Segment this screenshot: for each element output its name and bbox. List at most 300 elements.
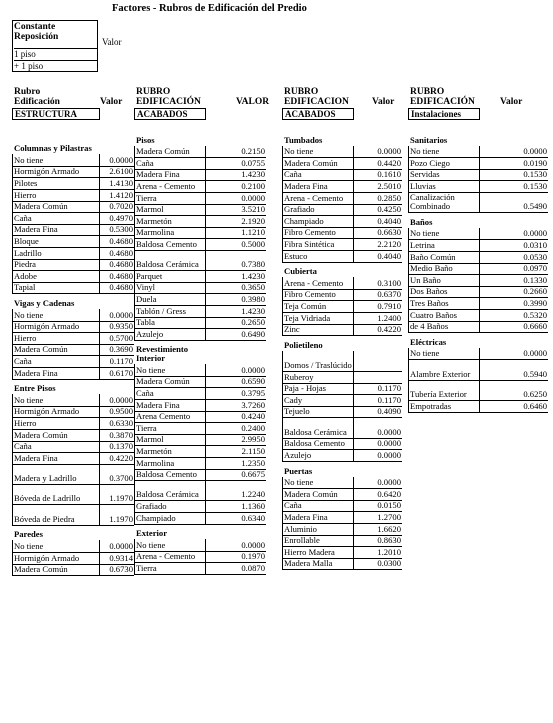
row-label: Dos Baños bbox=[410, 286, 448, 297]
table-row bbox=[134, 563, 266, 576]
row-value: 0.9350 bbox=[109, 321, 133, 332]
section-heading bbox=[282, 266, 402, 278]
row-label: Paja - Hojas bbox=[284, 383, 327, 394]
row-label: No tiene bbox=[284, 477, 314, 488]
row-label: Baldosa Cemento bbox=[284, 438, 345, 449]
row-label-cell bbox=[282, 215, 354, 227]
row-label: Hierro bbox=[14, 189, 37, 200]
row-value: 0.6330 bbox=[109, 418, 133, 429]
row-label: No tiene bbox=[14, 309, 44, 320]
row-label-cell bbox=[282, 324, 354, 336]
row-value: 0.3100 bbox=[377, 277, 401, 288]
section-heading bbox=[282, 339, 402, 351]
row-label-cell bbox=[408, 400, 480, 412]
row-label-cell bbox=[12, 564, 100, 576]
row-label-cell bbox=[408, 157, 480, 169]
row-label: Pilotes bbox=[14, 178, 38, 189]
row-label: Champiado bbox=[284, 215, 324, 226]
row-value: 0.0870 bbox=[241, 563, 265, 574]
header-valor-4: Valor bbox=[500, 97, 523, 107]
row-value: 0.1370 bbox=[109, 441, 133, 452]
row-value: 0.3980 bbox=[241, 294, 265, 305]
row-label: No tiene bbox=[410, 146, 440, 157]
row-label: Letrina bbox=[410, 240, 435, 251]
row-label-cell bbox=[282, 477, 354, 489]
row-label: No tiene bbox=[14, 394, 44, 405]
row-label-cell bbox=[282, 488, 354, 500]
section-heading bbox=[12, 529, 134, 541]
section-heading-label: Exterior bbox=[136, 528, 168, 539]
row-label-cell bbox=[408, 309, 480, 321]
row-label-cell bbox=[134, 180, 206, 192]
row-label: Hormigón Armado bbox=[14, 552, 80, 563]
row-value: 1.2350 bbox=[241, 457, 265, 468]
row-label-cell bbox=[134, 422, 206, 434]
row-label-cell bbox=[12, 247, 100, 259]
row-label-cell bbox=[134, 445, 206, 457]
row-label: Arena - Cemento bbox=[284, 277, 344, 288]
section-heading bbox=[134, 344, 266, 364]
row-label: Estuco bbox=[284, 250, 308, 261]
row-label-cell bbox=[134, 480, 206, 500]
header-rubro-1: Rubro Edificación bbox=[14, 87, 60, 107]
table-row bbox=[134, 250, 266, 271]
section-heading bbox=[134, 134, 266, 146]
row-value: 0.2650 bbox=[241, 317, 265, 328]
row-value: 0.0755 bbox=[241, 157, 265, 168]
row-label: Arena - Cemento bbox=[136, 180, 196, 191]
row-value: 0.2100 bbox=[241, 180, 265, 191]
row-label: Alambre Exterior bbox=[410, 368, 471, 379]
row-label-cell bbox=[282, 438, 354, 450]
row-value: 1.4120 bbox=[109, 189, 133, 200]
table-row bbox=[408, 321, 548, 334]
row-label: Caña bbox=[284, 500, 302, 511]
table-row bbox=[408, 380, 548, 401]
row-value: 3.5210 bbox=[241, 204, 265, 215]
row-value: 0.6675 bbox=[241, 469, 265, 480]
row-label-cell bbox=[408, 169, 480, 181]
row-value: 1.4230 bbox=[241, 270, 265, 281]
row-label: Marmolina bbox=[136, 457, 175, 468]
row-label: Fibro Cemento bbox=[284, 227, 336, 238]
row-value: 0.5000 bbox=[241, 238, 265, 249]
row-value: 2.2120 bbox=[377, 238, 401, 249]
row-label: Servidas bbox=[410, 169, 440, 180]
row-value: 0.1330 bbox=[523, 274, 547, 285]
row-value: 0.0300 bbox=[377, 558, 401, 569]
row-label-cell bbox=[12, 552, 100, 564]
row-label-cell bbox=[12, 452, 100, 464]
section-heading bbox=[12, 298, 134, 310]
row-value: 0.0000 bbox=[241, 192, 265, 203]
row-value: 0.0000 bbox=[241, 364, 265, 375]
row-value: 0.6730 bbox=[109, 564, 133, 575]
row-label: Madera Fina bbox=[14, 224, 58, 235]
row-label-cell bbox=[12, 332, 100, 344]
row-value: 1.6620 bbox=[377, 523, 401, 534]
table-row bbox=[408, 360, 548, 381]
row-label: Lluvias bbox=[410, 180, 436, 191]
section-heading-label: Pisos bbox=[136, 134, 155, 145]
row-label-cell bbox=[282, 546, 354, 558]
row-label: Tubería Exterior bbox=[410, 389, 467, 400]
row-value: 0.6420 bbox=[377, 488, 401, 499]
table-row bbox=[12, 464, 134, 485]
row-label-cell bbox=[134, 294, 206, 306]
row-value: 2.9950 bbox=[241, 434, 265, 445]
row-value: 0.6660 bbox=[523, 321, 547, 332]
row-label: Hormigón Armado bbox=[14, 406, 80, 417]
row-label-cell bbox=[12, 154, 100, 166]
section-heading bbox=[12, 383, 134, 395]
row-label-cell bbox=[134, 563, 206, 575]
section-heading-label: Paredes bbox=[14, 529, 43, 540]
row-value: 0.5700 bbox=[109, 332, 133, 343]
table-row bbox=[12, 505, 134, 526]
row-label-cell bbox=[134, 364, 206, 376]
row-label-cell bbox=[12, 282, 100, 294]
constante-label: Constante Reposición bbox=[14, 22, 59, 42]
row-label: No tiene bbox=[14, 154, 44, 165]
row-label: Aluminio bbox=[284, 523, 317, 534]
row-value: 0.0970 bbox=[523, 263, 547, 274]
row-label-cell bbox=[282, 300, 354, 312]
row-label: Madera Común bbox=[136, 376, 190, 387]
row-value: 1.2010 bbox=[377, 546, 401, 557]
row-value: 2.6100 bbox=[109, 166, 133, 177]
row-value: 0.2660 bbox=[523, 286, 547, 297]
row-label-cell bbox=[282, 277, 354, 289]
row-label: Azulejo bbox=[284, 449, 312, 460]
row-value: 0.0310 bbox=[523, 240, 547, 251]
header-sub-3: ACABADOS bbox=[282, 108, 354, 120]
row-value: 0.0000 bbox=[377, 426, 401, 437]
row-label-cell bbox=[134, 501, 206, 513]
row-label: Canalización Combinado bbox=[410, 192, 455, 212]
row-label-cell bbox=[12, 406, 100, 418]
row-label-cell bbox=[282, 227, 354, 239]
row-label-cell bbox=[12, 429, 100, 441]
row-label-cell bbox=[134, 551, 206, 563]
row-label: Teja Común bbox=[284, 300, 327, 311]
section-heading bbox=[282, 134, 402, 146]
row-label-cell bbox=[12, 270, 100, 282]
row-label-cell bbox=[408, 380, 480, 400]
row-label-cell bbox=[12, 484, 100, 504]
row-label-cell bbox=[134, 146, 206, 158]
table-row bbox=[408, 400, 548, 413]
table-row bbox=[282, 250, 402, 263]
row-label: Enrollable bbox=[284, 535, 320, 546]
row-value: 0.6590 bbox=[241, 376, 265, 387]
row-label: Empotradas bbox=[410, 400, 452, 411]
row-value: 0.4220 bbox=[377, 324, 401, 335]
row-value: 2.5010 bbox=[377, 180, 401, 191]
row-label: Adobe bbox=[14, 270, 37, 281]
row-value: 0.6170 bbox=[109, 367, 133, 378]
row-label-cell bbox=[408, 263, 480, 275]
row-label-cell bbox=[134, 282, 206, 294]
row-value: 0.0000 bbox=[109, 154, 133, 165]
row-label: Tabla bbox=[136, 317, 155, 328]
section-heading bbox=[12, 134, 134, 154]
row-value: 0.0000 bbox=[523, 348, 547, 359]
row-label: Caña bbox=[14, 441, 32, 452]
section-heading-label: Tumbados bbox=[284, 134, 323, 145]
row-label-cell bbox=[408, 228, 480, 240]
row-label: Hormigón Armado bbox=[14, 321, 80, 332]
row-value: 0.0000 bbox=[523, 146, 547, 157]
row-label: Grafiado bbox=[284, 204, 315, 215]
table-row bbox=[134, 328, 266, 341]
row-value: 0.4220 bbox=[109, 452, 133, 463]
row-value: 0.2850 bbox=[377, 192, 401, 203]
header-valor-3: Valor bbox=[372, 97, 395, 107]
row-value: 0.4040 bbox=[377, 215, 401, 226]
row-value: 0.3990 bbox=[523, 298, 547, 309]
table-row bbox=[134, 480, 266, 501]
row-value: 0.3870 bbox=[109, 429, 133, 440]
section-heading-label: Baños bbox=[410, 216, 433, 227]
row-value: 2.1920 bbox=[241, 215, 265, 226]
row-value: 0.4970 bbox=[109, 212, 133, 223]
header-rubro-4: RUBRO EDIFICACIÓN bbox=[410, 87, 475, 107]
row-value: 0.0000 bbox=[377, 449, 401, 460]
row-value: 0.4680 bbox=[109, 259, 133, 270]
row-label-cell bbox=[134, 215, 206, 227]
row-value: 0.7910 bbox=[377, 300, 401, 311]
row-value: 0.1970 bbox=[241, 551, 265, 562]
row-label-cell bbox=[12, 540, 100, 552]
row-label: Madera Fina bbox=[14, 367, 58, 378]
row-label: Tres Baños bbox=[410, 298, 449, 309]
header-sub-1: ESTRUCTURA bbox=[12, 108, 100, 120]
row-value: 0.1170 bbox=[109, 356, 133, 367]
row-label: Caña bbox=[284, 169, 302, 180]
row-label-cell bbox=[408, 274, 480, 286]
row-value: 0.6460 bbox=[523, 400, 547, 411]
row-value: 0.0000 bbox=[523, 228, 547, 239]
row-label: Madera Fina bbox=[284, 180, 328, 191]
row-label-cell bbox=[282, 558, 354, 570]
row-label: Azulejo bbox=[136, 328, 164, 339]
row-label: Madera Común bbox=[14, 201, 68, 212]
row-label-cell bbox=[282, 371, 354, 383]
row-label-cell bbox=[134, 250, 206, 270]
row-label: Cuatro Baños bbox=[410, 309, 458, 320]
row-label: Caña bbox=[14, 356, 32, 367]
row-label: Tierra bbox=[136, 192, 157, 203]
section-heading-label: Cubierta bbox=[284, 266, 317, 277]
row-label: Domos / Traslúcido bbox=[284, 360, 352, 371]
table-row bbox=[12, 282, 134, 295]
row-label: Hierro bbox=[14, 418, 37, 429]
row-label: Fibra Sintética bbox=[284, 238, 335, 249]
row-label: Arena - Cemento bbox=[284, 192, 344, 203]
page-title: Factores - Rubros de Edificación del Predio bbox=[112, 3, 307, 14]
row-label-cell bbox=[134, 157, 206, 169]
row-label-cell bbox=[282, 500, 354, 512]
row-value: 0.4680 bbox=[109, 247, 133, 258]
row-value: 0.4090 bbox=[377, 406, 401, 417]
row-label: Baldosa Cerámica bbox=[136, 489, 199, 500]
row-value: 0.2150 bbox=[241, 146, 265, 157]
row-value: 0.1170 bbox=[377, 394, 401, 405]
row-label: Hormigón Armado bbox=[14, 166, 80, 177]
row-label-cell bbox=[134, 270, 206, 282]
row-value: 0.0000 bbox=[241, 539, 265, 550]
section-heading bbox=[408, 216, 548, 228]
row-label-cell bbox=[282, 204, 354, 216]
row-label-cell bbox=[134, 169, 206, 181]
row-label: Caña bbox=[14, 212, 32, 223]
row-label: Teja Vidriada bbox=[284, 312, 331, 323]
row-label: Cady bbox=[284, 394, 303, 405]
table-row bbox=[282, 324, 402, 337]
row-label: Vinyl bbox=[136, 282, 156, 293]
row-label-cell bbox=[282, 523, 354, 535]
row-label: Baldosa Cerámica bbox=[284, 426, 347, 437]
row-value: 0.0000 bbox=[109, 540, 133, 551]
section-heading bbox=[408, 134, 548, 146]
row-value: 0.0530 bbox=[523, 251, 547, 262]
row-label-cell bbox=[12, 224, 100, 236]
row-label-cell bbox=[282, 238, 354, 250]
row-label: Baldosa Cerámica bbox=[136, 259, 199, 270]
row-value: 0.4420 bbox=[377, 157, 401, 168]
row-label: Medio Baño bbox=[410, 263, 453, 274]
row-label-cell bbox=[134, 434, 206, 446]
row-label: Madera Fina bbox=[284, 511, 328, 522]
row-value: 3.7260 bbox=[241, 399, 265, 410]
row-value: 1.4130 bbox=[109, 178, 133, 189]
row-label: Tierra bbox=[136, 422, 157, 433]
row-label: Duela bbox=[136, 294, 157, 305]
row-value: 0.4680 bbox=[109, 270, 133, 281]
row-value: 1.2700 bbox=[377, 511, 401, 522]
row-value: 0.5940 bbox=[523, 368, 547, 379]
row-label-cell bbox=[408, 348, 480, 360]
table-row bbox=[134, 512, 266, 525]
row-label: Baldosa Cemento bbox=[136, 469, 197, 480]
row-value: 1.1210 bbox=[241, 227, 265, 238]
row-label: Un Baño bbox=[410, 274, 441, 285]
row-label-cell bbox=[134, 305, 206, 317]
row-label: Tapial bbox=[14, 282, 36, 293]
row-label-cell bbox=[12, 309, 100, 321]
row-value: 0.4240 bbox=[241, 411, 265, 422]
header-rubro-2: RUBRO EDIFICACIÓN bbox=[136, 87, 201, 107]
row-label-cell bbox=[134, 376, 206, 388]
row-value: 0.7020 bbox=[109, 201, 133, 212]
row-value: 0.1170 bbox=[377, 383, 401, 394]
row-value: 1.1970 bbox=[109, 493, 133, 504]
row-label-cell bbox=[282, 449, 354, 461]
row-label: Champiado bbox=[136, 512, 176, 523]
section-heading-label: Columnas y Pilastras bbox=[14, 143, 92, 154]
row-label-cell bbox=[12, 464, 100, 484]
row-label-cell bbox=[282, 351, 354, 371]
section-heading bbox=[408, 336, 548, 348]
row-label-cell bbox=[282, 312, 354, 324]
row-label: Madera Fina bbox=[14, 452, 58, 463]
row-label-cell bbox=[408, 360, 480, 380]
row-label-cell bbox=[282, 169, 354, 181]
row-label: Madera Fina bbox=[136, 399, 180, 410]
row-value: 0.7380 bbox=[241, 259, 265, 270]
row-value: 0.5300 bbox=[109, 224, 133, 235]
table-row bbox=[282, 351, 402, 372]
row-value: 0.0000 bbox=[377, 146, 401, 157]
constante-row-2: + 1 piso bbox=[14, 60, 97, 71]
row-label-cell bbox=[408, 251, 480, 263]
row-label-cell bbox=[12, 356, 100, 368]
row-label: Marmolina bbox=[136, 227, 175, 238]
row-label-cell bbox=[12, 236, 100, 248]
row-value: 1.2240 bbox=[241, 489, 265, 500]
row-label: Madera Común bbox=[14, 429, 68, 440]
row-label-cell bbox=[134, 539, 206, 551]
table-row bbox=[12, 484, 134, 505]
row-label: Hierro bbox=[14, 332, 37, 343]
row-value: 0.5490 bbox=[523, 201, 547, 212]
section-heading bbox=[134, 528, 266, 540]
row-label: No tiene bbox=[136, 539, 166, 550]
row-label: Madera Común bbox=[136, 146, 190, 157]
row-label-cell bbox=[134, 387, 206, 399]
row-label: Bóveda de Piedra bbox=[14, 513, 75, 524]
table-row bbox=[282, 418, 402, 439]
row-value: 0.6250 bbox=[523, 389, 547, 400]
row-label-cell bbox=[134, 512, 206, 524]
row-label-cell bbox=[408, 298, 480, 310]
row-value: 1.1970 bbox=[109, 513, 133, 524]
row-label-cell bbox=[282, 146, 354, 158]
row-label: Marmetón bbox=[136, 215, 172, 226]
row-label-cell bbox=[282, 511, 354, 523]
row-label-cell bbox=[408, 180, 480, 192]
row-label-cell bbox=[134, 227, 206, 239]
row-label-cell bbox=[12, 201, 100, 213]
row-label-cell bbox=[408, 321, 480, 333]
row-value: 0.6340 bbox=[241, 512, 265, 523]
row-value: 0.3650 bbox=[241, 282, 265, 293]
row-label: Marmol bbox=[136, 204, 164, 215]
row-value: 1.2400 bbox=[377, 312, 401, 323]
row-label: Bloque bbox=[14, 236, 39, 247]
row-label-cell bbox=[282, 535, 354, 547]
row-label-cell bbox=[408, 286, 480, 298]
section-heading-label: Polietileno bbox=[284, 339, 323, 350]
row-label: Madera Común bbox=[14, 564, 68, 575]
row-label: Caña bbox=[136, 157, 154, 168]
row-label: No tiene bbox=[410, 348, 440, 359]
row-label: Ladrillo bbox=[14, 247, 42, 258]
row-label-cell bbox=[12, 178, 100, 190]
row-value: 2.1150 bbox=[241, 445, 265, 456]
row-value: 0.6630 bbox=[377, 227, 401, 238]
row-label-cell bbox=[408, 240, 480, 252]
section-heading-label: Vigas y Cadenas bbox=[14, 298, 75, 309]
row-label: Madera Común bbox=[14, 344, 68, 355]
row-value: 1.4230 bbox=[241, 305, 265, 316]
row-label-cell bbox=[12, 441, 100, 453]
table-row bbox=[408, 192, 548, 213]
row-label-cell bbox=[282, 406, 354, 418]
table-row bbox=[12, 564, 134, 577]
section-heading bbox=[282, 465, 402, 477]
